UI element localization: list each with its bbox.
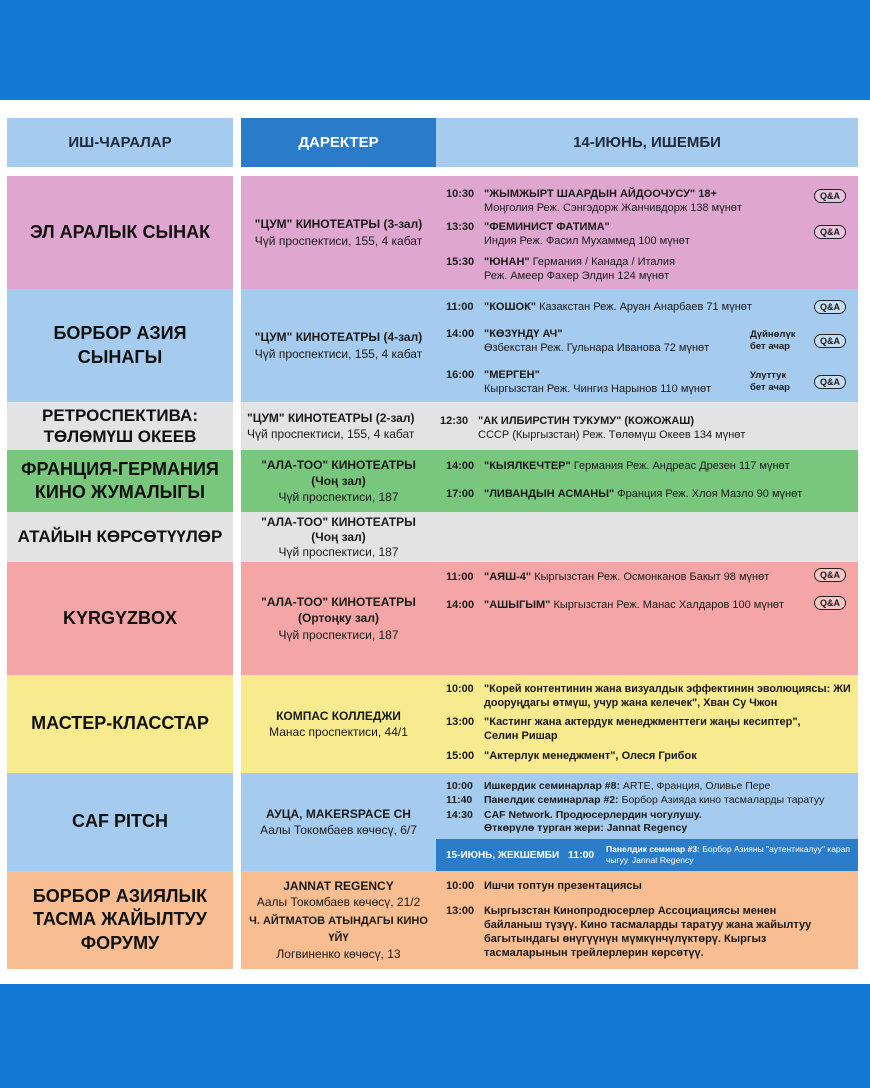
venue-address: Чүй проспектиси, 187 [278,490,399,505]
section-kyrgyzbox: KYRGYZBOX [7,562,233,675]
event-item [446,904,818,960]
venue-name: "АЛА-ТОО" КИНОТЕАТРЫ (Ортоңку зал) [261,595,416,626]
qa-badge: Q&A [814,189,846,203]
event-title: "Корей контентинин жана визуалдык эффектинин эволюциясы: ЖИ дооруңдагы өтмүш, учур жана келечек", [484,683,851,709]
events-france-germany-week [436,450,858,512]
venue-cum-2 [241,402,436,450]
event-title: "ЮНАН" [484,256,530,268]
event-item [446,187,846,215]
event-item [446,879,846,893]
venue-compass-college [241,675,436,773]
venue-address: Аалы Токомбаев көчөсү, 21/2 [256,895,421,910]
venue-address: Логвиненко көчөсү, 13 [276,946,401,961]
header-sections: ИШ-ЧАРАЛАР [7,118,233,167]
event-details: Индия Реж. Фасил Мухаммед 100 мүнөт [484,235,690,247]
event-title: "КӨЗҮНДҮ АЧ" [484,328,563,340]
venue-cum-3 [241,176,436,289]
section-retrospective: РЕТРОСПЕКТИВА: ТӨЛӨМҮШ ОКЕЕВ [7,402,233,450]
event-time: 13:00 [446,716,475,728]
qa-badge: Q&A [814,375,846,389]
venue-name: "АЛА-ТОО" КИНОТЕАТРЫ (Чоң зал) [261,457,416,488]
header-addresses: ДАРЕКТЕР [241,118,436,167]
event-details: Өзбекстан Реж. Гульнара Иванова 72 мүнөт [484,342,710,354]
event-item [446,459,846,473]
venue-address: Аалы Токомбаев көчөсү, 6/7 [260,823,417,837]
event-item [446,749,846,763]
venue-name: АУЦА, MAKERSPACE CH [266,806,411,821]
banner-title: Панелдик семинар #3: [606,844,700,854]
event-title: Кыргызстан Кинопродюсерлер Ассоциациясы менен байланыш түзүү. Кино тасмаларды таратуу жана жайылтуу багытындагы өнүгүүнүн мүмкүнчүлүктөрү. Кыргыз тасмаларынын трейлерлерин көрсөтүү. [484,905,812,959]
event-time: 14:00 [446,328,475,340]
event-title: "АШЫГЫМ" [484,599,551,611]
event-time: 16:00 [446,369,475,381]
venue-address: Чүй проспектиси, 155, 4 кабат [254,233,423,248]
event-details: Моңголия Реж. Сэнгэдорж Жанчивдорж 138 мүнөт [484,202,742,214]
event-item [446,809,846,835]
qa-badge: Q&A [814,596,846,610]
event-title: CAF Network. Продюсерлердин чогулушу. [484,809,702,821]
event-details: Борбор Азияда кино тасмаларды таратуу [621,794,825,806]
events-caf-pitch [436,773,858,839]
event-time: 10:00 [446,880,475,892]
event-item [446,570,846,584]
event-title: "Кастинг жана актердук менеджменттеги жаңы кесиптер", [484,716,801,728]
events-master-classes [436,675,858,773]
event-time: 11:00 [446,571,474,583]
event-time: 10:00 [446,780,473,792]
qa-badge: Q&A [814,300,846,314]
qa-badge: Q&A [814,225,846,239]
event-details: Казакстан Реж. Аруан Анарбаев 71 мүнөт [539,301,752,313]
venue-address: Чүй проспектиси, 187 [278,627,399,642]
event-speaker: Хван Су Чжон [703,697,778,709]
venue-ala-too-middle [241,562,436,675]
event-item [446,255,846,283]
event-time: 10:30 [446,188,475,200]
event-country: Германия / Канада / Италия [532,256,676,268]
venue-address: Чүй проспектиси, 187 [278,544,399,559]
event-title: "ЛИВАНДЫН АСМАНЫ" [484,488,615,500]
section-france-germany-week: ФРАНЦИЯ-ГЕРМАНИЯ КИНО ЖУМАЛЫГЫ [7,450,233,512]
events-retrospective [436,402,858,450]
event-time: 17:00 [446,488,475,500]
section-international-competition: ЭЛ АРАЛЫК СЫНАК [7,176,233,289]
section-central-asia-competition: БОРБОР АЗИЯ СЫНАГЫ [7,289,233,402]
event-details: Франция Реж. Хлоя Мазло 90 мүнөт [617,488,803,500]
national-premiere-note: Улуттук бет ачар [750,370,790,393]
banner-date: 15-ИЮНЬ, ЖЕКШЕМБИ [446,849,560,861]
qa-badge: Q&A [814,568,846,582]
section-distribution-forum: БОРБОР АЗИЯЛЫК ТАСМА ЖАЙЫЛТУУ ФОРУМУ [7,871,233,969]
next-day-banner [436,839,858,871]
header-date: 14-ИЮНЬ, ИШЕМБИ [436,118,858,167]
event-time: 11:40 [446,794,473,806]
event-item [446,487,846,501]
event-time: 14:00 [446,460,475,472]
event-details: Реж. Амеер Фахер Элдин 124 мүнөт [484,270,670,282]
event-title: "Актерлук менеджмент", [484,750,619,762]
section-special-screenings: АТАЙЫН КӨРСӨТҮҮЛӨР [7,512,233,562]
event-time: 14:00 [446,599,475,611]
event-title: "КЫЯЛКЕЧТЕР" [484,460,571,472]
event-details: Кыргызстан Реж. Чингиз Нарынов 110 мүнөт [484,383,712,395]
venue-name: КОМПАС КОЛЛЕДЖИ [276,708,401,723]
event-title: "КОШОК" [484,301,537,313]
event-item [446,598,846,612]
venue-address: Чүй проспектиси, 155, 4 кабат [247,427,415,441]
event-time: 13:30 [446,221,475,233]
event-title: "АЯШ-4" [484,571,532,583]
event-item [446,794,846,807]
event-time: 15:00 [446,750,475,762]
event-item [440,414,846,442]
event-title: "ЖЫМЖЫРТ ШААРДЫН АЙДООЧУСУ" 18+ [484,188,717,200]
event-item [446,780,846,793]
venue-name: "ЦУМ" КИНОТЕАТРЫ (4-зал) [254,330,423,345]
event-details: ARTE, Франция, Оливье Пере [622,780,771,792]
event-speaker: Олеся Грибок [621,750,697,762]
event-details: Германия Реж. Андреас Дрезен 117 мүнөт [573,460,790,472]
event-title: Ишчи топтун презентациясы [484,880,642,892]
event-title: "ФЕМИНИСТ ФАТИМА" [484,221,610,233]
venue-ala-too-big [241,450,436,512]
events-special-screenings [436,512,858,562]
event-time: 11:00 [446,301,474,313]
event-item [446,715,846,743]
event-title: "МЕРГЕН" [484,369,540,381]
venue-ala-too-big-2 [241,512,436,562]
event-item [446,300,846,314]
venue-name: Ч. АЙТМАТОВ АТЫНДАГЫ КИНО ҮЙҮ [249,915,428,945]
events-central-asia-competition [436,289,858,402]
venue-address: Манас проспектиси, 44/1 [269,725,408,739]
event-details: СССР (Кыргызстан) Реж. Төлөмүш Океев 134 мүнөт [478,429,746,441]
event-time: 10:00 [446,683,474,695]
venue-name: JANNAT REGENCY [283,878,394,893]
qa-badge: Q&A [814,334,846,348]
events-distribution-forum [436,871,858,969]
event-time: 14:30 [446,809,473,821]
event-item [446,682,854,710]
venue-jannat-regency [257,878,421,910]
event-title: "АК ИЛБИРСТИН ТУКУМУ" (КОЖОЖАШ) [478,415,694,427]
event-title: Ишкердик семинарлар #8: [484,780,620,792]
event-details: Кыргызстан Реж. Осмонканов Бакыт 98 мүнөт [534,571,770,583]
event-speaker: Селин Ришар [484,730,558,742]
venue-auca-makerspace [241,773,436,871]
venues-forum [241,871,436,969]
event-time: 15:30 [446,256,475,268]
venue-name: "ЦУМ" КИНОТЕАТРЫ (3-зал) [254,217,423,232]
venue-name: "ЦУМ" КИНОТЕАТРЫ (2-зал) [247,410,415,425]
world-premiere-note: Дүйнөлүк бет ачар [750,329,796,352]
event-location: Өткөрүлө турган жери: Jannat Regency [484,822,688,834]
section-caf-pitch: CAF PITCH [7,773,233,871]
event-title: Панелдик семинарлар #2: [484,794,619,806]
event-time: 13:00 [446,905,475,917]
venue-aitmatov-cinema-house [245,912,432,962]
banner-text: Борбор Азияны "аутентикалуу" карап чыгуу. Jannat Regency [606,844,850,865]
venue-name: "АЛА-ТОО" КИНОТЕАТРЫ (Чоң зал) [261,514,416,544]
event-details: Кыргызстан Реж. Манас Халдаров 100 мүнөт [553,599,785,611]
events-international-competition [436,176,858,289]
venue-address: Чүй проспектиси, 155, 4 кабат [254,346,423,361]
banner-time: 11:00 [568,849,595,861]
section-master-classes: МАСТЕР-КЛАССТАР [7,675,233,773]
event-item [446,220,846,248]
event-time: 12:30 [440,415,469,427]
events-kyrgyzbox [436,562,858,675]
venue-cum-4 [241,289,436,402]
